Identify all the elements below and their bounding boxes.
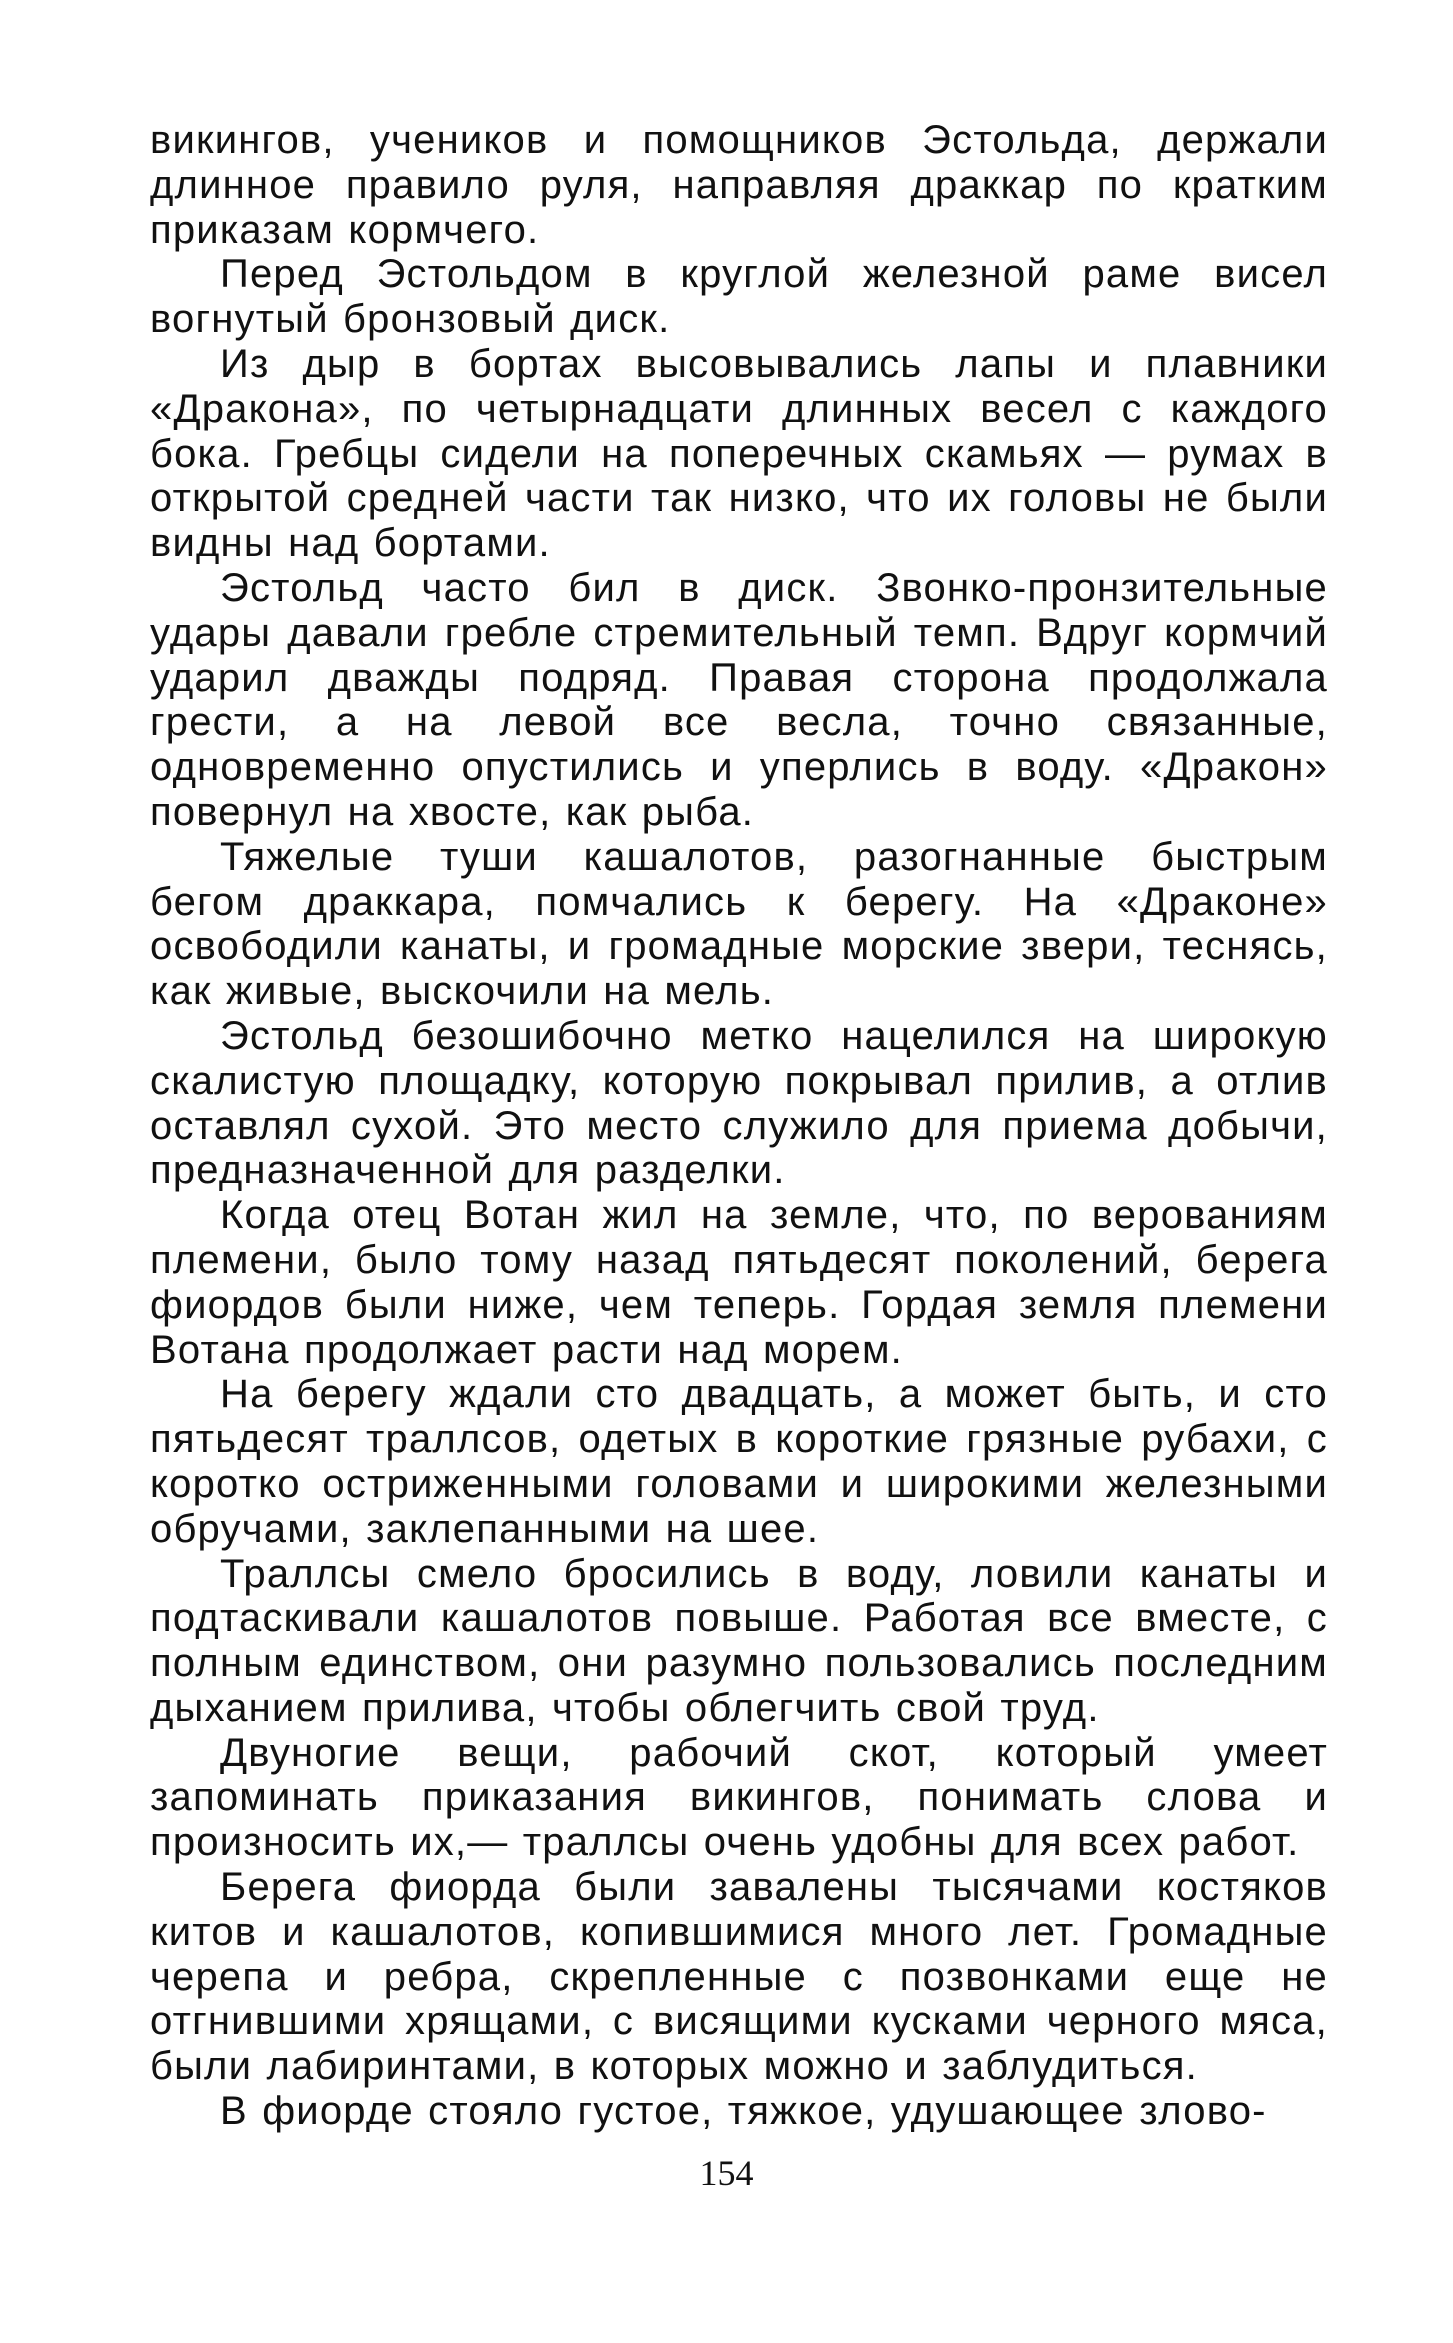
paragraph: Берега фиорда были завалены тысячами костяков китов и кашалотов, копившимися много лет. Громадные черепа и ребра, скрепленные с позвонками еще не отгнившими хрящами, с висящими кусками черного мяса, были лабиринтами, в которых можно и заблудиться. bbox=[150, 1865, 1328, 2089]
paragraph: Тяжелые туши кашалотов, разогнанные быстрым бегом драккара, помчались к берегу. На «Драконе» освободили канаты, и громадные морские звери, теснясь, как живые, выскочили на мель. bbox=[150, 834, 1328, 1014]
paragraph: Траллсы смело бросились в воду, ловили канаты и подтаскивали кашалотов повыше. Работая все вместе, с полным единством, они разумно пользовались последним дыханием прилива, чтобы облегчить свой труд. bbox=[150, 1551, 1328, 1730]
paragraph-continuation: викингов, учеников и помощников Эстольда, держали длинное правило руля, направляя драккар по кратким приказам кормчего. bbox=[150, 118, 1328, 252]
paragraph: Из дыр в бортах высовывались лапы и плавники «Дракона», по четырнадцати длинных весел с каждого бока. Гребцы сидели на поперечных скамьях — румах в открытой средней части так низко, что их головы не были видны над бортами. bbox=[150, 341, 1328, 566]
paragraph: Двуногие вещи, рабочий скот, который умеет запоминать приказания викингов, понимать слова и произносить их,— траллсы очень удобны для всех работ. bbox=[150, 1730, 1328, 1865]
paragraph: На берегу ждали сто двадцать, а может быть, и сто пятьдесят траллсов, одетых в короткие грязные рубахи, с коротко остриженными головами и широкими железными обручами, заклепанными на шее. bbox=[150, 1372, 1328, 1551]
paragraph: Эстольд часто бил в диск. Звонко-пронзительные удары давали гребле стремительный темп. Вдруг кормчий ударил дважды подряд. Правая сторона продолжала грести, а на левой все весла, точно связанные, одновременно опустились и уперлись в воду. «Дракон» повернул на хвосте, как рыба. bbox=[150, 565, 1328, 834]
paragraph: Когда отец Вотан жил на земле, что, по верованиям племени, было тому назад пятьдесят поколений, берега фиордов были ниже, чем теперь. Гордая земля племени Вотана продолжает расти над морем. bbox=[150, 1193, 1328, 1372]
page-number: 154 bbox=[699, 2153, 754, 2193]
paragraph: В фиорде стояло густое, тяжкое, удушающее злово- bbox=[220, 2089, 1267, 2134]
body-text bbox=[150, 118, 1328, 2134]
paragraph: Эстольд безошибочно метко нацелился на широкую скалистую площадку, которую покрывал прилив, а отлив оставлял сухой. Это место служило для приема добычи, предназначенной для разделки. bbox=[150, 1013, 1328, 1193]
paragraph: Перед Эстольдом в круглой железной раме висел вогнутый бронзовый диск. bbox=[150, 252, 1328, 342]
